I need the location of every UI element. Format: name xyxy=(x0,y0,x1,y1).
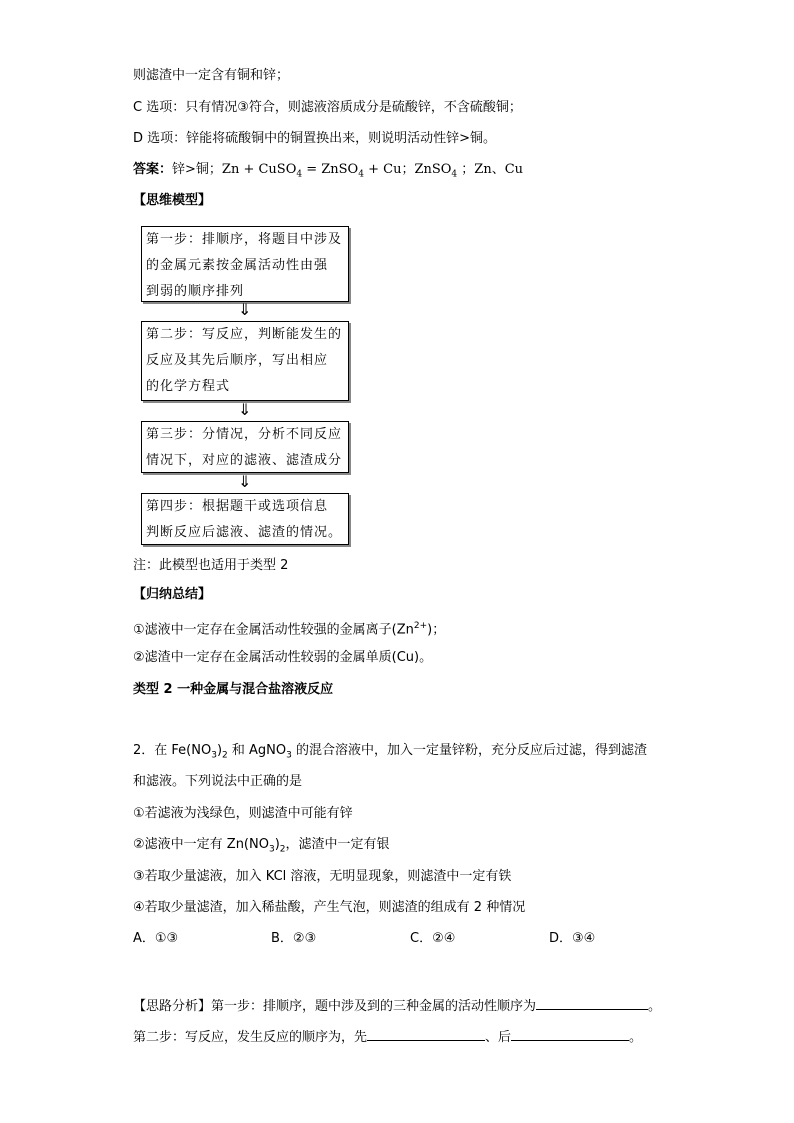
subscript: 2 xyxy=(279,844,286,855)
question-option: ④若取少量滤渣，加入稀盐酸，产生气泡，则滤渣的组成有 2 种情况 xyxy=(133,900,526,915)
step-text: 的金属元素按金属活动性由强 xyxy=(146,258,329,273)
choice-b: B．②③ xyxy=(271,931,317,946)
question-text: 和 AgNO xyxy=(227,743,287,758)
step-text: 第一步：排顺序，将题目中涉及 xyxy=(146,232,343,247)
analysis-text: 、后 xyxy=(485,1030,512,1045)
choice-c: C．②④ xyxy=(410,931,456,946)
summary-text: ①滤液中一定存在金属活动性较强的金属离子(Zn xyxy=(133,622,414,638)
step-text: 第二步：写反应，判断能发生的 xyxy=(146,327,343,342)
question-option: ①若滤液为浅绿色，则滤渣中可能有锌 xyxy=(133,806,353,821)
analysis-text: 第二步：写反应，发生反应的顺序为，先 xyxy=(133,1030,368,1045)
answer-label: 答案： xyxy=(133,162,173,177)
step-text: 判断反应后滤液、滤渣的情况。 xyxy=(146,525,343,540)
subscript: 3 xyxy=(211,750,217,761)
analysis-line xyxy=(133,995,661,1016)
down-arrow-icon: ⇓ xyxy=(238,400,252,419)
step-box-1 xyxy=(141,226,349,302)
note-text: 注：此模型也适用于类型 2 xyxy=(133,558,289,573)
section-heading: 【归纳总结】 xyxy=(133,587,212,602)
analysis-text: 。 xyxy=(629,1030,643,1045)
text-line: D 选项：锌能将硫酸铜中的铜置换出来，则说明活动性锌>铜。 xyxy=(133,131,497,146)
question-stem: 和滤液。下列说法中正确的是 xyxy=(133,774,303,789)
option-text: ，滤渣中一定有银 xyxy=(285,837,390,852)
analysis-text: 【思路分析】第一步：排顺序，题中涉及到的三种金属的活动性顺序为 xyxy=(133,999,537,1014)
choice-d: D．③④ xyxy=(549,931,596,946)
subscript: 4 xyxy=(451,169,458,180)
answer-blank[interactable] xyxy=(511,1026,629,1041)
choice-a: A．①③ xyxy=(133,931,179,946)
question-text: ) xyxy=(216,743,223,758)
down-arrow-icon: ⇓ xyxy=(238,300,252,319)
subscript: 3 xyxy=(286,750,292,761)
answer-text: 锌>铜；Zn + CuSO xyxy=(172,162,297,177)
answer-text: = ZnSO xyxy=(302,162,359,177)
step-text: 的化学方程式 xyxy=(146,379,231,394)
analysis-line xyxy=(133,1026,642,1047)
step-text: 第三步：分情况，分析不同反应 xyxy=(146,427,343,442)
option-text: ②滤液中一定有 Zn(NO xyxy=(133,837,269,852)
step-text: 反应及其先后顺序，写出相应 xyxy=(146,353,329,368)
subscript: 4 xyxy=(358,169,364,180)
section-heading: 【思维模型】 xyxy=(133,193,212,208)
answer-text: + Cu；ZnSO xyxy=(363,162,452,177)
question-option: ③若取少量滤液，加入 KCl 溶液，无明显现象，则滤渣中一定有铁 xyxy=(133,869,512,884)
question-text: 2．在 Fe(NO xyxy=(133,743,212,758)
analysis-text: 。 xyxy=(648,999,662,1014)
step-box-4 xyxy=(141,493,349,545)
summary-item xyxy=(133,617,445,639)
answer-blank[interactable] xyxy=(367,1026,485,1041)
answer-line xyxy=(133,161,523,184)
question-text: 的混合溶液中，加入一定量锌粉，充分反应后过滤，得到滤渣 xyxy=(291,743,647,758)
step-text: 情况下，对应的滤液、滤渣成分 xyxy=(146,453,343,468)
summary-text: )； xyxy=(427,622,446,638)
summary-item: ②滤渣中一定存在金属活动性较弱的金属单质(Cu)。 xyxy=(133,650,433,665)
question-option xyxy=(133,836,390,859)
answer-text: ；Zn、Cu xyxy=(457,162,524,177)
answer-blank[interactable] xyxy=(536,995,648,1010)
step-box-2 xyxy=(141,321,349,401)
subscript: 3 xyxy=(268,844,275,855)
step-text: 第四步：根据题干或选项信息 xyxy=(146,499,329,514)
text-line: C 选项：只有情况③符合，则滤液溶质成分是硫酸锌，不含硫酸铜； xyxy=(133,100,522,115)
subscript: 2 xyxy=(222,750,228,761)
type-heading: 类型 2 一种金属与混合盐溶液反应 xyxy=(133,682,334,697)
step-box-3 xyxy=(141,421,349,473)
subscript: 4 xyxy=(296,169,303,180)
question-stem xyxy=(133,742,647,765)
down-arrow-icon: ⇓ xyxy=(238,472,252,491)
option-text: ) xyxy=(274,837,280,852)
superscript: 2+ xyxy=(413,621,428,631)
step-text: 到弱的顺序排列 xyxy=(146,284,245,299)
text-line: 则滤渣中一定含有铜和锌； xyxy=(133,68,290,83)
